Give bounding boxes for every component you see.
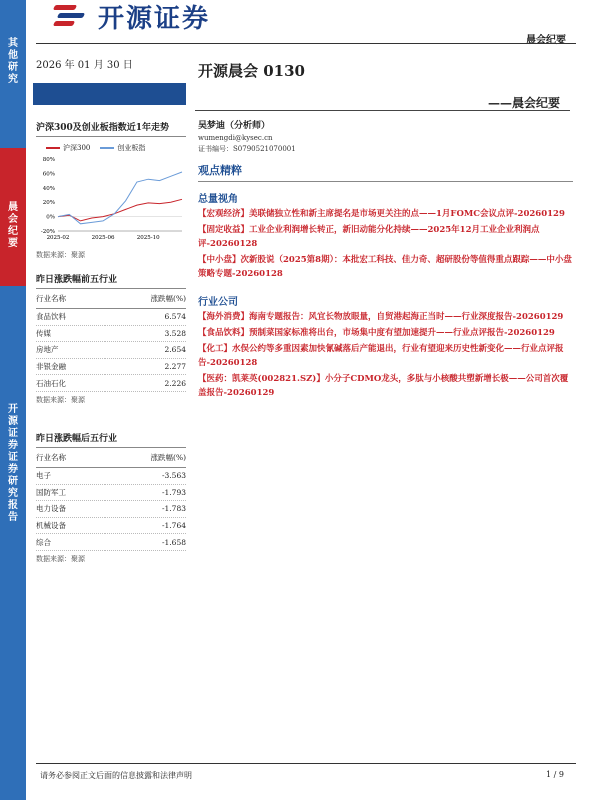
logo-text: 开源证券 — [98, 3, 211, 34]
top5-heading: 昨日涨跌幅前五行业 — [36, 268, 186, 289]
x-tick-label: 2025-10 — [136, 235, 160, 241]
company-item[interactable]: 【海外消费】海南专题报告：风宜长物放眼量，自贸港起海正当时——行业深度报告-20260129 — [198, 312, 564, 322]
chart-heading: 沪深300及创业板指数近1年走势 — [36, 116, 186, 137]
y-tick-label: 0% — [46, 214, 55, 221]
bottom5-source: 数据来源：聚源 — [36, 554, 85, 563]
macro-item[interactable]: 【中小盘】次新股说（2025第8期）：本批宏工科技、佳力奇、超研股份等值得重点跟踪——中小盘策略专题-20260128 — [198, 255, 572, 279]
chart-legend — [46, 143, 186, 153]
legend-item-cyb: 创业板指 — [100, 143, 145, 153]
header-tag: 晨会纪要 — [526, 35, 566, 46]
sidebar-bottom-label: 开源证券 证券研究报告 — [8, 404, 18, 523]
section-companies: 行业公司 — [198, 297, 238, 308]
brand-logo — [50, 0, 210, 32]
analyst-email[interactable]: wumengdi@kysec.cn — [198, 134, 273, 142]
top5-col-name: 行业名称 — [36, 289, 105, 309]
sidebar-bottom — [0, 286, 26, 800]
table-row: 石油石化 2.226 — [36, 375, 186, 392]
series-line-hs300 — [58, 199, 182, 221]
y-tick-label: -20% — [40, 229, 55, 235]
right-column — [198, 118, 573, 400]
section-macro: 总量视角 — [198, 194, 238, 205]
bottom5-col-change: 涨跌幅(%) — [105, 448, 186, 468]
page-subtitle: ——晨会纪要 — [487, 96, 560, 110]
sidebar-top — [0, 0, 26, 148]
table-row: 国防军工 -1.793 — [36, 484, 186, 501]
macro-item[interactable]: 【宏观经济】美联储独立性和新主席提名是市场更关注的点——1月FOMC会议点评-20260129 — [198, 209, 565, 219]
logo-mark-icon — [50, 2, 90, 30]
y-tick-label: 40% — [42, 185, 55, 192]
page-title: 开源晨会 0130 — [198, 62, 305, 80]
top5-table — [36, 289, 186, 392]
sidebar — [0, 0, 26, 800]
table-row: 综合 -1.658 — [36, 534, 186, 551]
section-title-highlights: 观点精粹 — [198, 162, 573, 182]
analyst-cert: 证书编号：S0790521070001 — [198, 145, 296, 153]
company-item[interactable]: 【食品饮料】预制菜国家标准将出台，市场集中度有望加速提升——行业点评报告-20260129 — [198, 328, 555, 338]
top5-col-change: 涨跌幅(%) — [105, 289, 186, 309]
table-row: 非银金融 2.277 — [36, 358, 186, 375]
x-tick-label: 2025-02 — [46, 235, 70, 241]
top5-source: 数据来源：聚源 — [36, 395, 85, 404]
subtitle-divider — [195, 110, 570, 111]
report-date: 2026 年 01 月 30 日 — [36, 60, 133, 71]
macro-item[interactable]: 【固定收益】工业企业利润增长转正，新旧动能分化持续——2025年12月工业企业利润点评-20260128 — [198, 225, 540, 249]
footer-divider — [36, 763, 576, 764]
left-column — [36, 116, 186, 564]
header-divider — [36, 43, 576, 44]
bottom5-col-name: 行业名称 — [36, 448, 105, 468]
bottom5-table — [36, 448, 186, 551]
y-tick-label: 80% — [42, 157, 55, 163]
bottom5-heading: 昨日涨跌幅后五行业 — [36, 427, 186, 448]
company-item[interactable]: 【医药：凯莱英(002821.SZ)】小分子CDMO龙头，多肽与小核酸共塑新增长极——公司首次覆盖报告-20260129 — [198, 374, 569, 398]
sidebar-mid — [0, 148, 26, 286]
series-line-cyb — [58, 172, 182, 224]
sidebar-mid-label: 晨会纪要 — [8, 202, 18, 249]
table-row: 传媒 3.528 — [36, 325, 186, 342]
table-row: 机械设备 -1.764 — [36, 517, 186, 534]
y-tick-label: 20% — [42, 200, 55, 207]
chart-source: 数据来源：聚源 — [36, 251, 85, 259]
legend-item-hs300: 沪深300 — [46, 143, 90, 153]
page-number: 1 / 9 — [546, 770, 564, 779]
company-item[interactable]: 【化工】水俣公约等多重因素加快氰碱落后产能退出，行业有望迎来历史性新变化——行业点评报告-20260128 — [198, 344, 564, 368]
sidebar-top-label: 其他研究 — [8, 38, 18, 85]
table-row: 食品饮料 6.574 — [36, 309, 186, 326]
table-row: 房地产 2.654 — [36, 342, 186, 359]
index-chart — [36, 153, 186, 245]
analyst-name: 吴梦迪（分析师） — [198, 121, 271, 131]
y-tick-label: 60% — [42, 171, 55, 178]
table-row: 电力设备 -1.783 — [36, 501, 186, 518]
x-tick-label: 2025-06 — [91, 235, 115, 241]
table-row: 电子 -3.563 — [36, 467, 186, 484]
blue-banner — [33, 83, 186, 105]
footer-disclaimer: 请务必参阅正文后面的信息披露和法律声明 — [40, 771, 192, 780]
